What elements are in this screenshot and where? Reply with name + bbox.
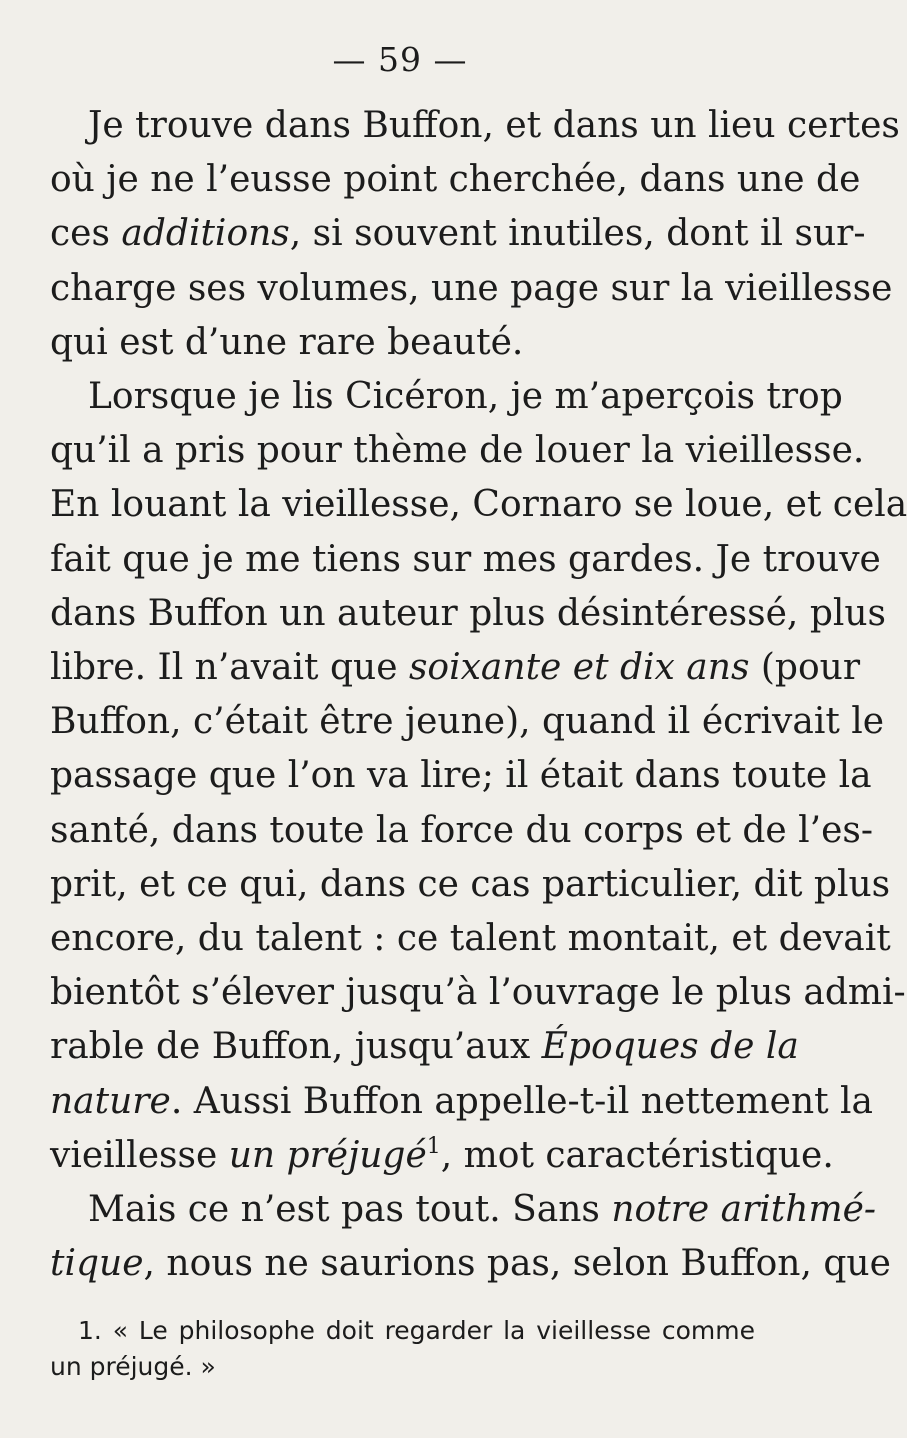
- text-line: encore, du talent : ce talent montait, et devait: [50, 918, 891, 960]
- italic-text: un préjugé: [228, 1134, 427, 1176]
- footnote-line: 1. « Le philosophe doit regarder la vieillesse comme: [78, 1316, 755, 1345]
- text-line: Mais ce n’est pas tout. Sans notre arithmé-: [88, 1189, 877, 1231]
- text-line: nature. Aussi Buffon appelle-t-il nettement la: [50, 1080, 874, 1122]
- text-line: qu’il a pris pour thème de louer la vieillesse.: [50, 430, 865, 472]
- italic-text: soixante et dix ans: [408, 647, 750, 689]
- text-line: Lorsque je lis Cicéron, je m’aperçois trop: [88, 376, 843, 418]
- text-line: Je trouve dans Buffon, et dans un lieu certes: [88, 105, 900, 146]
- italic-text: tique: [50, 1243, 144, 1285]
- text-line: charge ses volumes, une page sur la vieillesse: [50, 267, 893, 309]
- italic-text: additions: [121, 213, 290, 255]
- text-line: vieillesse un préjugé$^1$, mot caractéristique.: [50, 1133, 834, 1176]
- italic-text: nature: [50, 1080, 171, 1122]
- paragraph: [50, 370, 907, 1183]
- paragraph: [50, 99, 900, 370]
- page-number: — 59 —: [332, 40, 468, 79]
- footnote: [50, 1313, 755, 1385]
- text-line: où je ne l’eusse point cherchée, dans une de: [50, 159, 861, 201]
- text-line: bientôt s’élever jusqu’à l’ouvrage le plus admi-: [50, 972, 906, 1014]
- italic-text: Époques de la: [541, 1026, 799, 1068]
- text-line: passage que l’on va lire; il était dans toute la: [50, 755, 872, 797]
- footnote-line: un préjugé. »: [50, 1352, 216, 1381]
- text-line: qui est d’une rare beauté.: [50, 321, 524, 363]
- paragraph: [50, 1183, 891, 1291]
- text-line: En louant la vieillesse, Cornaro se loue, et cela: [50, 484, 907, 526]
- text-line: libre. Il n’avait que soixante et dix ans (pour: [50, 647, 861, 689]
- text-line: Buffon, c’était être jeune), quand il écrivait le: [50, 701, 885, 743]
- text-line: fait que je me tiens sur mes gardes. Je trouve: [50, 538, 881, 580]
- italic-text: notre arithmé-: [611, 1189, 877, 1231]
- footnote-marker: 1: [426, 1133, 441, 1159]
- text-line: prit, et ce qui, dans ce cas particulier, dit plus: [50, 863, 891, 905]
- text-line: tique, nous ne saurions pas, selon Buffon, que: [50, 1243, 891, 1285]
- text-line: santé, dans toute la force du corps et de l’es-: [50, 809, 874, 851]
- text-line: dans Buffon un auteur plus désintéressé, plus: [50, 592, 887, 634]
- text-line: rable de Buffon, jusqu’aux Époques de la: [50, 1026, 799, 1068]
- main-text: [50, 99, 907, 1291]
- text-line: ces additions, si souvent inutiles, dont il sur-: [50, 213, 866, 255]
